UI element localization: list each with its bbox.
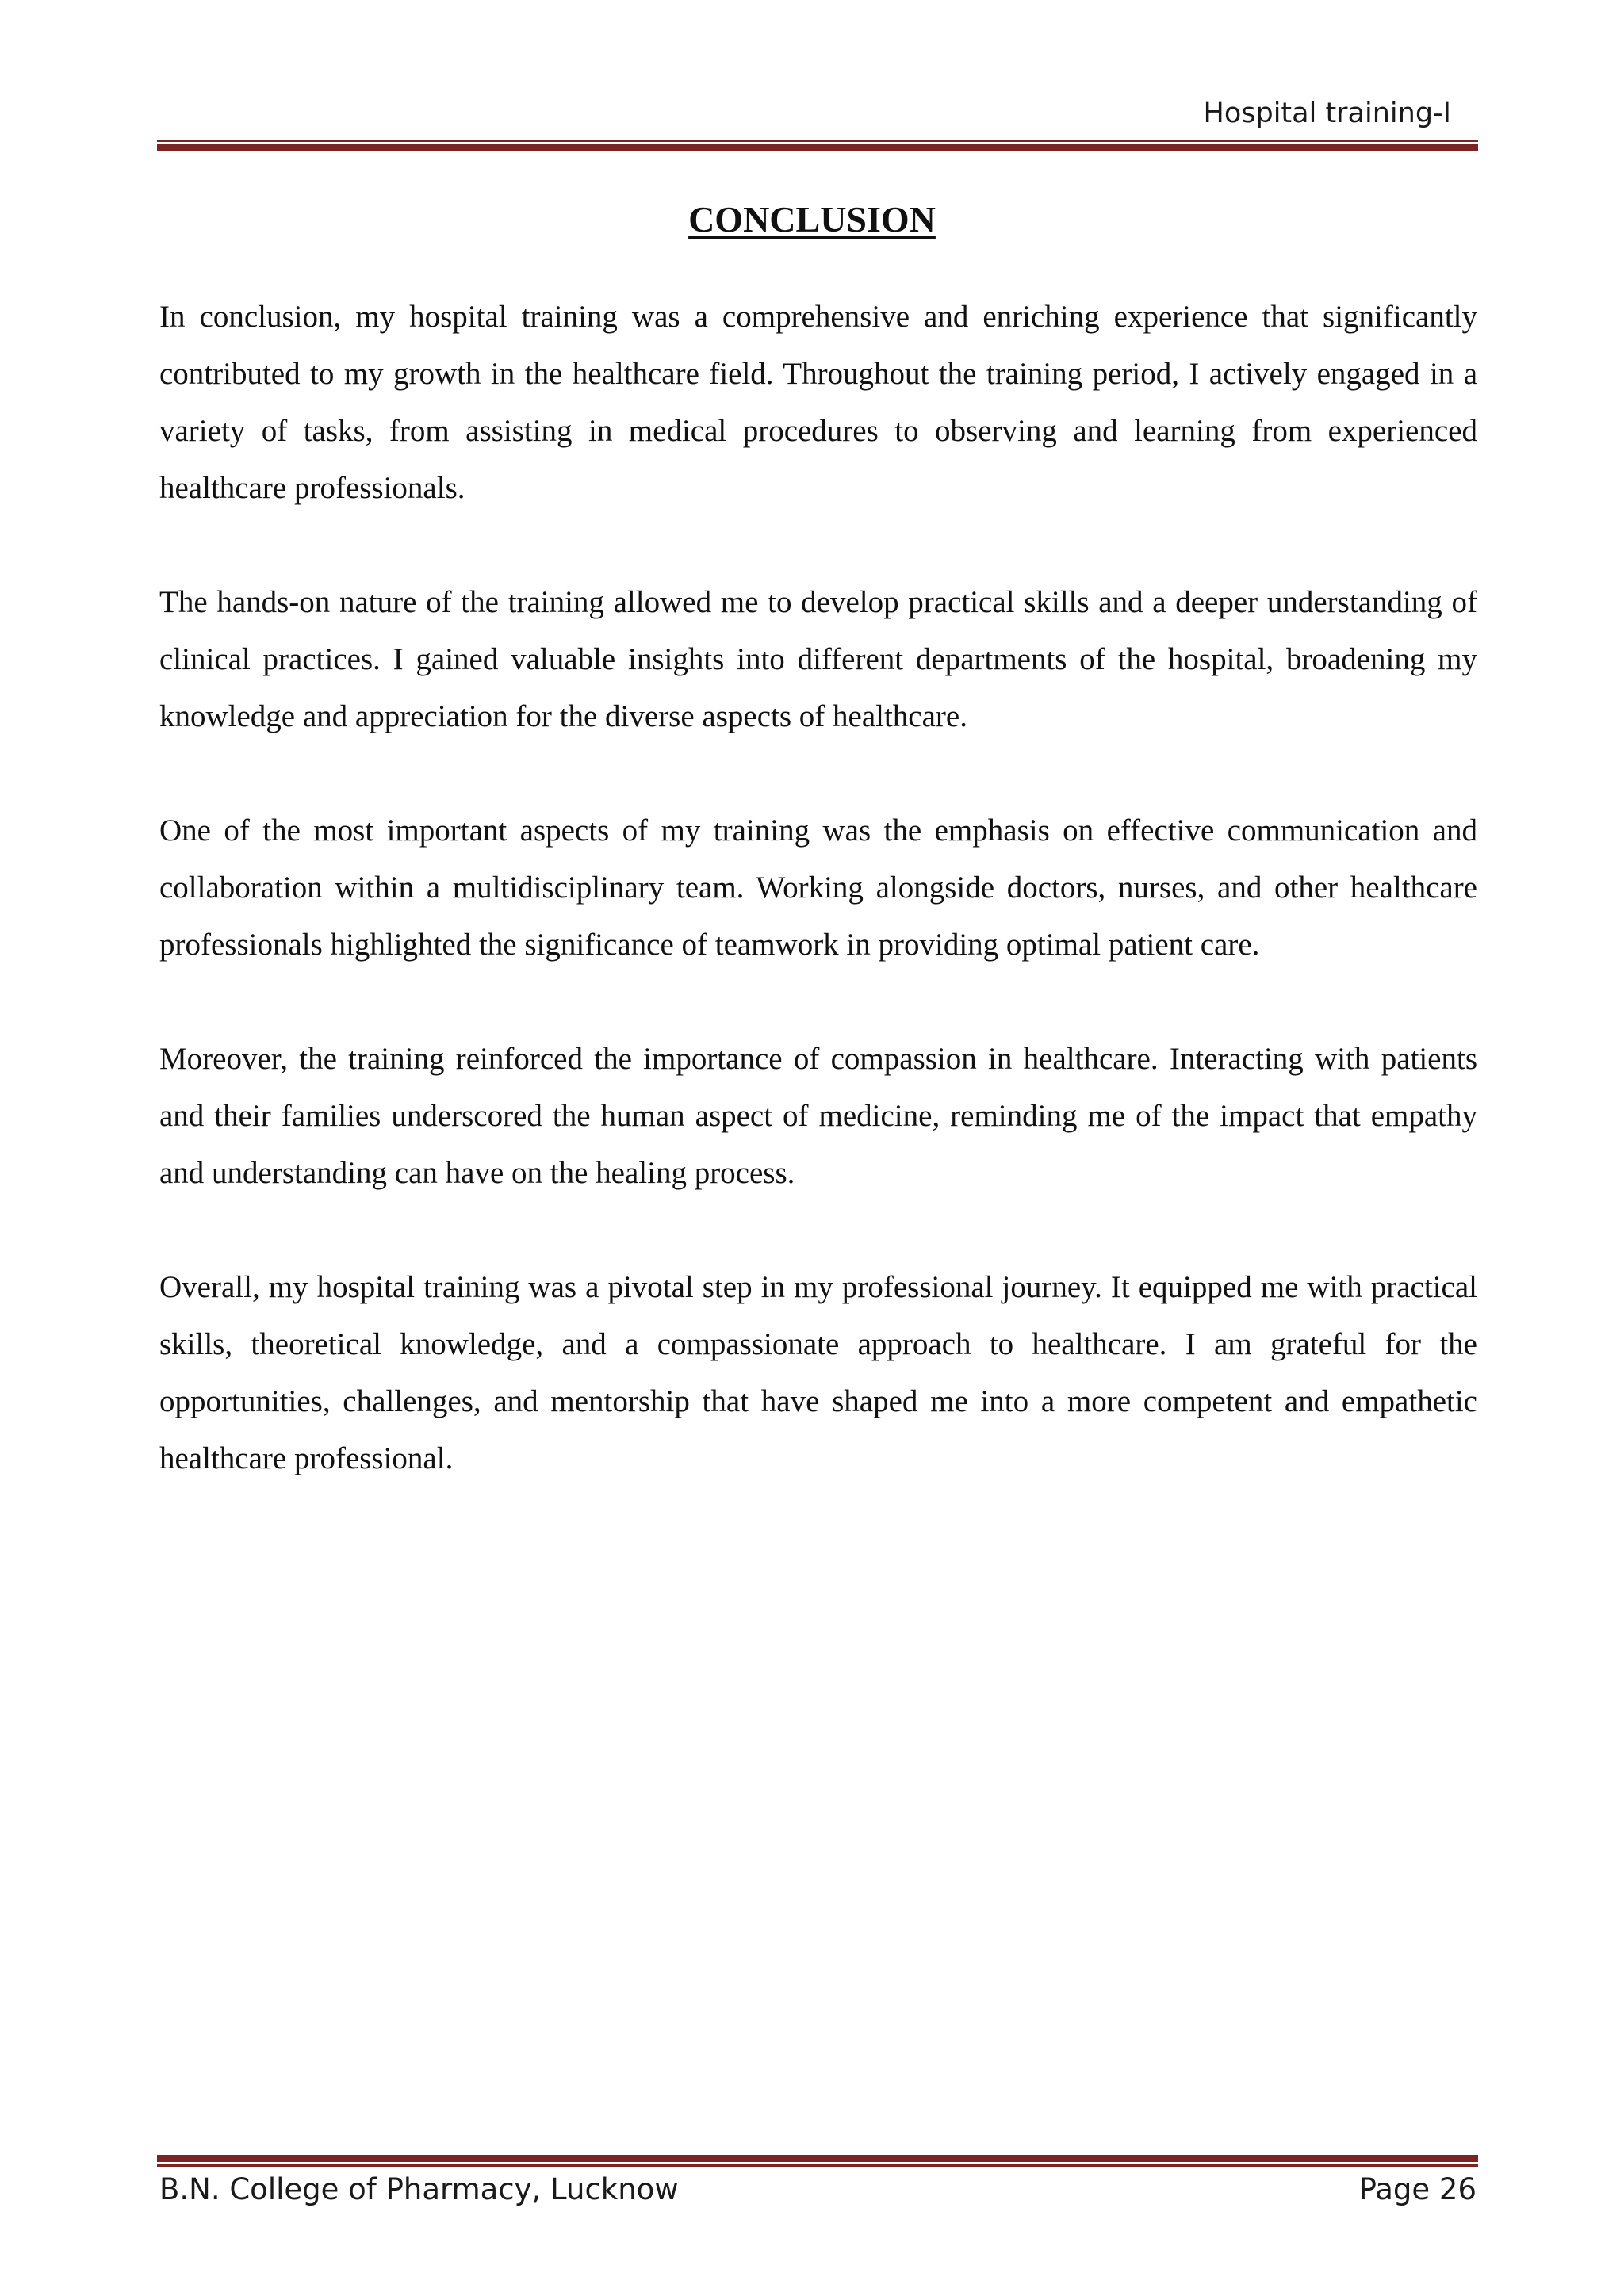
- paragraph: In conclusion, my hospital training was a comprehensive and enriching experience that significantly contributed to my growth in the healthcare field. Throughout the training period, I actively engaged in a variety of tasks, from assisting in medical procedures to observing and learning from experienced healthcare professionals.: [159, 300, 1477, 505]
- page-number: Page 26: [1358, 2172, 1477, 2206]
- page-title: CONCLUSION: [688, 199, 936, 239]
- header-rule-thick-line: [157, 144, 1478, 151]
- header-rule: [157, 140, 1478, 151]
- footer-institution: B.N. College of Pharmacy, Lucknow: [159, 2172, 679, 2206]
- paragraph: The hands-on nature of the training allowed me to develop practical skills and a deeper understanding of clinical practices. I gained valuable insights into different departments of the hospital, broadening my knowledge and appreciation for the diverse aspects of healthcare.: [159, 585, 1477, 733]
- body-text: [159, 289, 1477, 1544]
- paragraph: One of the most important aspects of my training was the emphasis on effective communication and collaboration within a multidisciplinary team. Working alongside doctors, nurses, and other healthcare professionals highlighted the significance of teamwork in providing optimal patient care.: [159, 813, 1477, 962]
- paragraph: Overall, my hospital training was a pivotal step in my professional journey. It equipped me with practical skills, theoretical knowledge, and a compassionate approach to healthcare. I am grateful for the opportunities, challenges, and mentorship that have shaped me into a more competent and empathetic healthcare professional.: [159, 1270, 1477, 1475]
- footer-rule: [157, 2155, 1478, 2167]
- paragraph: Moreover, the training reinforced the importance of compassion in healthcare. Interacting with patients and their families underscored the human aspect of medicine, reminding me of the impact that empathy and understanding can have on the healing process.: [159, 1042, 1477, 1190]
- footer-rule-thick-line: [157, 2155, 1478, 2162]
- footer-rule-thin-line: [157, 2164, 1478, 2167]
- running-header: Hospital training-I: [1203, 98, 1451, 129]
